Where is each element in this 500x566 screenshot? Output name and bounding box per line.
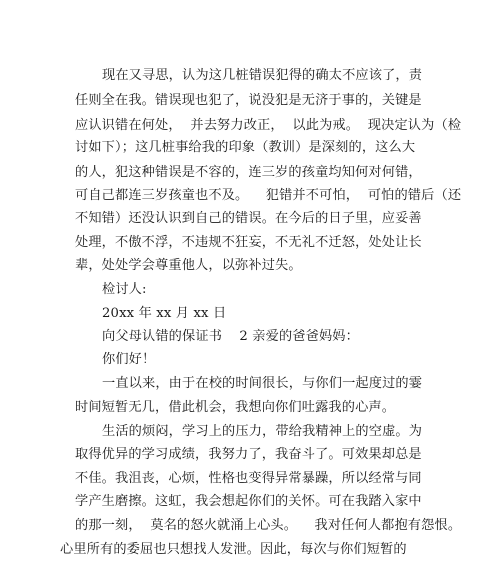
- text-line: 不知错）还没认识到自己的错误。在今后的日子里，应妥善: [75, 211, 422, 226]
- text-line: 处理，不傲不浮，不违规不狂妄，不无礼不迁怒，处处让长: [75, 235, 422, 250]
- text-line: 学产生磨擦。这虹，我会想起你们的关怀。可在我踏入家中: [75, 494, 422, 509]
- text-line: 任则全在我。错误现也犯了，说没犯是无济于事的，关键是: [75, 93, 422, 108]
- signature-label: 检讨人:: [102, 282, 147, 297]
- text-line: 生活的烦闷，学习上的压力，带给我精神上的空虚。为: [102, 424, 423, 439]
- greeting-line: 你们好！: [102, 352, 156, 367]
- section-heading: 向父母认错的保证书 2 亲爱的爸爸妈妈：: [102, 329, 359, 344]
- text-line: 现在又寻思，认为这几桩错误犯得的确太不应该了，责: [102, 68, 423, 83]
- text-line: 讨如下）；这几桩事给我的印象（教训）是深刻的，这么大: [75, 140, 416, 155]
- text-line: 取得优异的学习成绩，我努力了，我奋斗了。可效果却总是: [75, 447, 422, 462]
- text-line: 一直以来，由于在校的时间很长，与你们一起度过的霎: [102, 376, 423, 391]
- text-line: 时间短暂无几，借此机会，我想向你们吐露我的心声。: [75, 400, 396, 415]
- text-line: 辈，处处学会尊重他人，以弥补过失。: [75, 258, 302, 273]
- text-line: 的人，犯这种错误是不容的，连三岁的孩童均知何对何错，: [75, 165, 422, 180]
- text-line: 不佳。我沮丧，心烦，性格也变得异常暴躁，所以经常与同: [75, 471, 422, 486]
- text-line: 可自己都连三岁孩童也不及。 犯错并不可怕， 可怕的错后（还: [75, 188, 462, 203]
- date-line: 20xx 年 xx 月 xx 日: [102, 306, 227, 321]
- text-line: 心里所有的委屈也只想找人发泄。因此，每次与你们短暂的: [60, 542, 407, 557]
- text-line: 的那一刻， 莫名的怒火就涌上心头。 我对任何人都抱有怨恨。: [75, 518, 462, 533]
- text-line: 应认识错在何处， 并去努力改正， 以此为戒。 现决定认为（检: [75, 118, 462, 133]
